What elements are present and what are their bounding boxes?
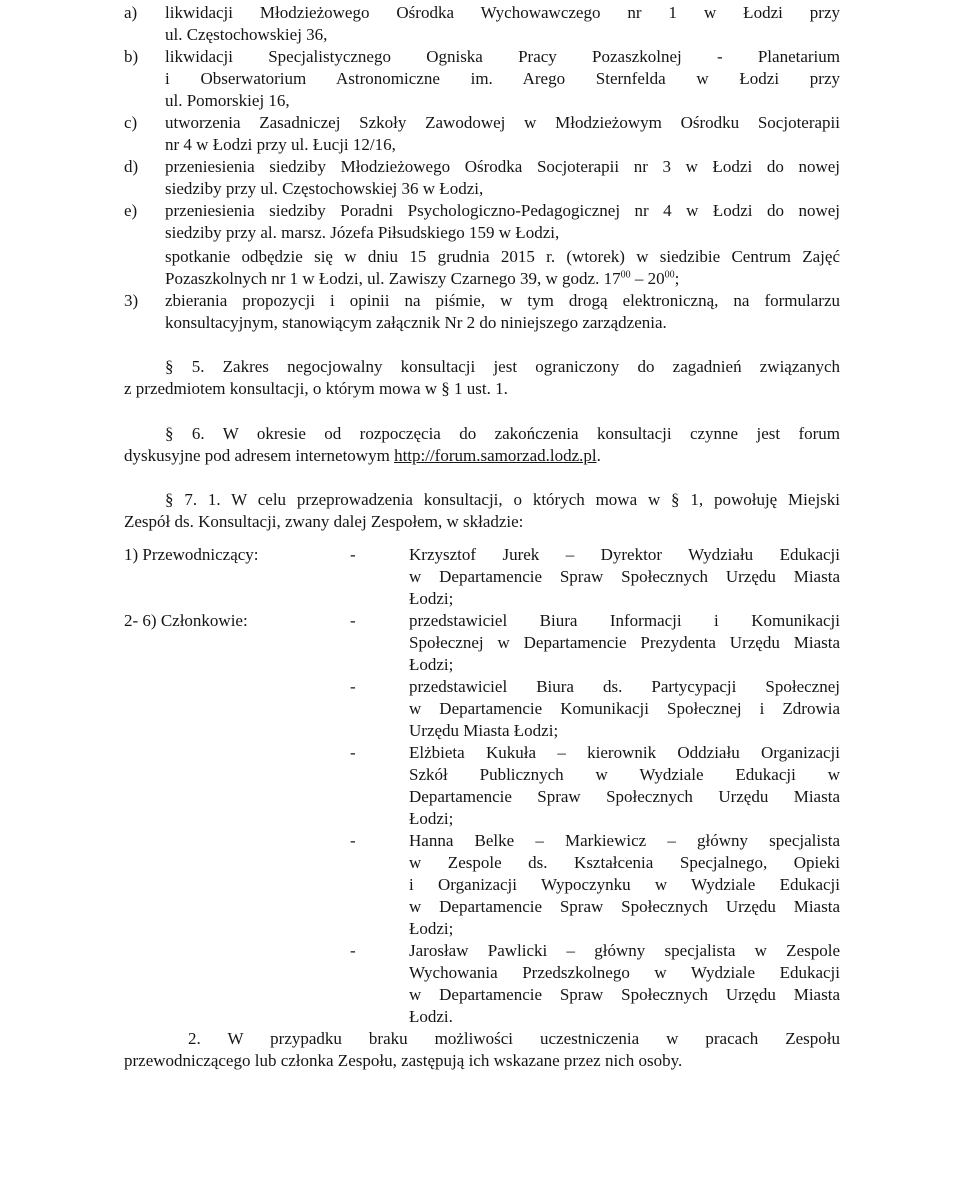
paragraph-7-2-line-1: 2. W przypadku braku możliwości uczestniczenia w pracach Zespołu (188, 1029, 840, 1048)
paragraph-6-line-2-text: dyskusyjne pod adresem internetowym (124, 446, 395, 465)
list-item-e-line-2: siedziby przy al. marsz. Józefa Piłsudskiego 159 w Łodzi, (165, 223, 560, 242)
committee-member-1 (409, 544, 840, 610)
member-6-line-2: Wychowania Przedszkolnego w Wydziale Edukacji (409, 963, 840, 982)
member-2-line-2: Społecznej w Departamencie Prezydenta Urzędu Miasta (409, 633, 840, 652)
list-marker-a: a) (124, 3, 138, 22)
list-item-b-line-3: ul. Pomorskiej 16, (165, 91, 290, 110)
list-marker-d: d) (124, 157, 139, 176)
committee-member-4 (409, 742, 840, 830)
list-item-d-line-2: siedziby przy ul. Częstochowskiej 36 w Łodzi, (165, 179, 484, 198)
committee-member-2 (409, 610, 840, 676)
paragraph-6-line-1: § 6. W okresie od rozpoczęcia do zakończenia konsultacji czynne jest forum (165, 424, 840, 443)
entry-dash: - (350, 611, 356, 630)
member-6-line-4: Łodzi. (409, 1007, 453, 1026)
committee-member-5 (409, 830, 840, 940)
member-4-line-3: Departamencie Spraw Społecznych Urzędu Miasta (409, 787, 840, 806)
member-1-line-3: Łodzi; (409, 589, 454, 608)
committee-member-6 (409, 940, 840, 1028)
list-item-a-line-2: ul. Częstochowskiej 36, (165, 25, 328, 44)
member-5-line-2: w Zespole ds. Kształcenia Specjalnego, Opieki (409, 853, 840, 872)
list-marker-c: c) (124, 113, 138, 132)
paragraph-5-line-1: § 5. Zakres negocjowalny konsultacji jest ograniczony do zagadnień związanych (165, 357, 840, 376)
paragraph-6-line-2 (124, 445, 601, 467)
committee-member-3 (409, 676, 840, 742)
entry-dash: - (350, 677, 356, 696)
member-6-line-1: Jarosław Pawlicki – główny specjalista w Zespole (409, 941, 840, 960)
member-4-line-2: Szkół Publicznych w Wydziale Edukacji w (409, 765, 840, 784)
item-3-line-2: konsultacyjnym, stanowiącym załącznik Nr 2 do niniejszego zarządzenia. (165, 313, 667, 332)
list-item-c-line-2: nr 4 w Łodzi przy ul. Łucji 12/16, (165, 135, 396, 154)
list-marker-b: b) (124, 47, 139, 66)
list-item-a-line-1: likwidacji Młodzieżowego Ośrodka Wychowawczego nr 1 w Łodzi przy (165, 3, 840, 22)
member-3-line-1: przedstawiciel Biura ds. Partycypacji Społecznej (409, 677, 840, 696)
entry-dash: - (350, 941, 356, 960)
member-5-line-4: w Departamencie Spraw Społecznych Urzędu Miasta (409, 897, 840, 916)
meeting-line-2-text: Pozaszkolnych nr 1 w Łodzi, ul. Zawiszy Czarnego 39, w godz. 17 (165, 269, 621, 288)
meeting-line-2-end: ; (674, 269, 680, 288)
paragraph-5-line-2: z przedmiotem konsultacji, o którym mowa w § 1 ust. 1. (124, 379, 508, 398)
paragraph-7-line-2: Zespół ds. Konsultacji, zwany dalej Zespołem, w składzie: (124, 512, 524, 531)
entry-dash: - (350, 545, 356, 564)
list-item-b-line-2: i Obserwatorium Astronomiczne im. Arego Sternfelda w Łodzi przy (165, 69, 840, 88)
member-3-line-2: w Departamencie Komunikacji Społecznej i Zdrowia (409, 699, 840, 718)
list-marker-3: 3) (124, 291, 139, 310)
paragraph-7-2-line-2: przewodniczącego lub członka Zespołu, zastępują ich wskazane przez nich osoby. (124, 1051, 683, 1070)
list-marker-e: e) (124, 201, 138, 220)
meeting-time-dash: – 20 (630, 269, 665, 288)
chair-label: 1) Przewodniczący: (124, 545, 259, 564)
member-4-line-1: Elżbieta Kukuła – kierownik Oddziału Organizacji (409, 743, 840, 762)
entry-dash: - (350, 743, 356, 762)
member-5-line-5: Łodzi; (409, 919, 454, 938)
forum-link[interactable]: http://forum.samorzad.lodz.pl (394, 446, 597, 465)
members-label: 2- 6) Członkowie: (124, 611, 248, 630)
paragraph-7-line-1: § 7. 1. W celu przeprowadzenia konsultacji, o których mowa w § 1, powołuję Miejski (165, 490, 840, 509)
meeting-line-1: spotkanie odbędzie się w dniu 15 grudnia 2015 r. (wtorek) w siedzibie Centrum Zajęć (165, 247, 840, 266)
member-3-line-3: Urzędu Miasta Łodzi; (409, 721, 559, 740)
list-item-b-line-1: likwidacji Specjalistycznego Ogniska Pracy Pozaszkolnej - Planetarium (165, 47, 840, 66)
list-item-d-line-1: przeniesienia siedziby Młodzieżowego Ośrodka Socjoterapii nr 3 w Łodzi do nowej (165, 157, 840, 176)
meeting-end-minutes: 00 (664, 269, 675, 281)
member-6-line-3: w Departamencie Spraw Społecznych Urzędu Miasta (409, 985, 840, 1004)
member-4-line-4: Łodzi; (409, 809, 454, 828)
member-2-line-3: Łodzi; (409, 655, 454, 674)
member-1-line-2: w Departamencie Spraw Społecznych Urzędu Miasta (409, 567, 840, 586)
entry-dash: - (350, 831, 356, 850)
member-2-line-1: przedstawiciel Biura Informacji i Komunikacji (409, 611, 840, 630)
member-5-line-1: Hanna Belke – Markiewicz – główny specjalista (409, 831, 840, 850)
list-item-c-line-1: utworzenia Zasadniczej Szkoły Zawodowej w Młodzieżowym Ośrodku Socjoterapii (165, 113, 840, 132)
meeting-start-minutes: 00 (620, 269, 631, 281)
list-item-e-line-1: przeniesienia siedziby Poradni Psychologiczno-Pedagogicznej nr 4 w Łodzi do nowej (165, 201, 840, 220)
meeting-line-2 (165, 268, 679, 290)
member-1-line-1: Krzysztof Jurek – Dyrektor Wydziału Edukacji (409, 545, 840, 564)
item-3-line-1: zbierania propozycji i opinii na piśmie, w tym drogą elektroniczną, na formularzu (165, 291, 840, 310)
paragraph-6-line-2-end: . (596, 446, 601, 465)
member-5-line-3: i Organizacji Wypoczynku w Wydziale Edukacji (409, 875, 840, 894)
